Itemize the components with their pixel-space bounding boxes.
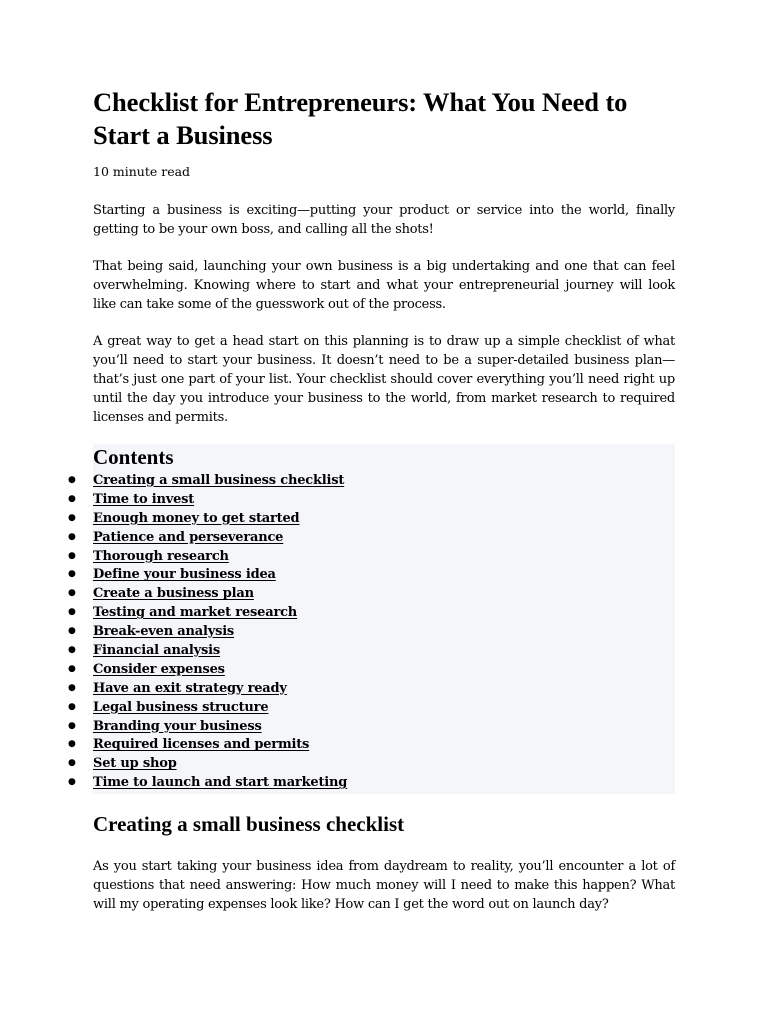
contents-link-thorough-research[interactable]: Thorough research (93, 548, 229, 564)
bullet-icon: ● (68, 569, 76, 580)
intro-paragraph-1: Starting a business is exciting—putting your product or service into the world, finally getting to be your own boss, and calling all the shots! (93, 203, 675, 237)
contents-link-business-plan[interactable]: Create a business plan (93, 586, 254, 602)
contents-link-break-even[interactable]: Break-even analysis (93, 624, 235, 640)
contents-item (68, 772, 675, 791)
contents-item (68, 470, 675, 489)
bullet-icon: ● (68, 777, 76, 788)
bullet-icon: ● (68, 758, 76, 769)
contents-link-patience[interactable]: Patience and perseverance (93, 529, 284, 545)
intro-paragraph-2: That being said, launching your own business is a big undertaking and one that can feel overwhelming. Knowing where to start and what your entrepreneurial journey will look like can take some of the guesswork out of the process. (93, 259, 675, 312)
contents-item (68, 508, 675, 527)
article (68, 86, 675, 914)
contents-item (68, 734, 675, 753)
table-of-contents (68, 444, 675, 794)
contents-link-time-to-invest[interactable]: Time to invest (93, 491, 195, 507)
contents-item (68, 564, 675, 583)
contents-link-market-research[interactable]: Testing and market research (93, 605, 298, 621)
contents-link-exit-strategy[interactable]: Have an exit strategy ready (93, 680, 287, 696)
contents-item (68, 753, 675, 772)
contents-item (68, 621, 675, 640)
bullet-icon: ● (68, 663, 76, 674)
contents-item (68, 678, 675, 697)
read-time: 10 minute read (93, 164, 191, 179)
intro-paragraph-3: A great way to get a head start on this planning is to draw up a simple checklist of what you’ll need to start your business. It doesn’t need to be a super-detailed business plan—that’s just one part of your list. Your checklist should cover everything you’ll need right up until the day you introduce your business to the world, from market research to required licenses and permits. (93, 334, 675, 425)
bullet-icon: ● (68, 493, 76, 504)
bullet-icon: ● (68, 588, 76, 599)
contents-item (68, 583, 675, 602)
contents-item (68, 659, 675, 678)
contents-link-branding[interactable]: Branding your business (93, 718, 262, 734)
article-title: Checklist for Entrepreneurs: What You Need to Start a Business (93, 87, 628, 150)
contents-item (68, 489, 675, 508)
bullet-icon: ● (68, 720, 76, 731)
contents-link-set-up-shop[interactable]: Set up shop (93, 756, 177, 772)
bullet-icon: ● (68, 550, 76, 561)
bullet-icon: ● (68, 682, 76, 693)
contents-link-creating-checklist[interactable]: Creating a small business checklist (93, 473, 345, 488)
bullet-icon: ● (68, 531, 76, 542)
contents-link-legal-structure[interactable]: Legal business structure (93, 699, 269, 715)
bullet-icon: ● (68, 512, 76, 523)
contents-link-licenses[interactable]: Required licenses and permits (93, 737, 310, 753)
section-paragraph: As you start taking your business idea from daydream to reality, you’ll encounter a lot of questions that need answering: How much money will I need to make this happen? What will my operating expenses look like? How can I get the word out on launch day? (93, 859, 675, 913)
contents-link-launch-marketing[interactable]: Time to launch and start marketing (93, 775, 348, 791)
bullet-icon: ● (68, 607, 76, 618)
contents-item (68, 527, 675, 546)
contents-link-define-idea[interactable]: Define your business idea (93, 567, 276, 583)
contents-item (68, 546, 675, 565)
contents-link-consider-expenses[interactable]: Consider expenses (93, 661, 225, 677)
contents-item (68, 697, 675, 716)
contents-link-enough-money[interactable]: Enough money to get started (93, 510, 300, 526)
contents-item (68, 602, 675, 621)
contents-link-financial-analysis[interactable]: Financial analysis (93, 643, 221, 659)
bullet-icon: ● (68, 701, 76, 712)
contents-list (68, 470, 675, 791)
bullet-icon: ● (68, 626, 76, 637)
section-heading: Creating a small business checklist (93, 812, 405, 837)
contents-item (68, 640, 675, 659)
contents-heading: Contents (93, 445, 174, 469)
bullet-icon: ● (68, 739, 76, 750)
bullet-icon: ● (68, 645, 76, 656)
bullet-icon: ● (68, 475, 76, 485)
contents-item (68, 716, 675, 735)
